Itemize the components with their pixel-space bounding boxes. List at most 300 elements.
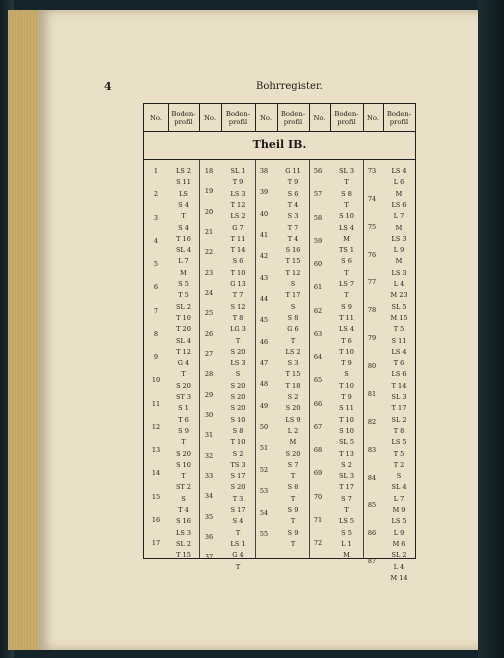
bore-number: 40 [259,209,269,218]
bore-number: 25 [204,309,214,318]
soil-profile-line: LS 2 [230,212,246,221]
bore-number: 43 [259,273,269,282]
soil-profile-line: G 6 [287,325,299,334]
soil-profile-line: SL 4 [176,336,191,345]
bore-number: 86 [367,529,377,538]
bore-number: 77 [367,278,377,287]
soil-profile-line: T 15 [285,370,301,379]
bore-number: 45 [259,316,269,325]
soil-profile-line: L 2 [287,426,299,435]
soil-profile-line: LS 6 [391,200,407,209]
soil-profile-line: S 8 [287,483,299,492]
running-head: Bohrregister. [256,81,323,92]
bore-number: 73 [367,167,377,175]
bore-number: 7 [153,306,159,315]
bore-number: 84 [367,473,377,482]
bore-number: 76 [367,250,377,259]
bore-number: 75 [367,222,377,231]
soil-profile-line: S 11 [391,336,407,345]
soil-profile-line: S [235,370,241,379]
bore-number: 50 [259,423,269,432]
bore-number: 24 [204,289,214,298]
soil-profile-line: ST 3 [176,393,191,401]
soil-profile-line: T [344,291,349,300]
soil-profile-line: LS 2 [176,167,191,175]
bore-number: 58 [313,213,323,222]
soil-profile-line: T [290,336,296,345]
bore-number: 67 [313,422,323,431]
soil-profile-line: T 15 [176,551,191,560]
soil-profile-line: M [395,189,403,198]
soil-profile-line: T [290,472,296,481]
soil-profile-line: S 20 [285,449,301,458]
soil-profile-line: TS 1 [339,246,354,255]
soil-profile-line: S [290,280,296,288]
header-divider [330,104,331,131]
bore-number: 46 [259,337,269,346]
soil-profile-line: T [235,528,241,537]
bore-number: 29 [204,390,214,399]
header-profile-line1: Boden- [386,109,412,118]
soil-profile-line: LS 7 [339,280,354,288]
header-profile-1 [168,104,199,131]
soil-profile-line: S 9 [341,302,352,311]
soil-profile-line: T [290,517,296,526]
soil-profile-line: G 13 [230,280,246,288]
bore-number: 56 [313,167,323,175]
soil-profile-line: LS 4 [391,167,407,175]
bore-number: 8 [153,329,159,338]
bore-number: 49 [259,401,269,410]
bore-number: 69 [313,469,323,478]
bore-number: 23 [204,268,214,277]
section-title: Theil IB. [252,138,307,151]
soil-profile-line: M 23 [390,291,408,300]
soil-profile-line: S 1 [178,404,189,413]
soil-profile-line: S 20 [176,449,191,458]
soil-profile-line: G 11 [285,167,301,175]
soil-profile-line: S 8 [232,426,244,435]
soil-profile-line: T 9 [341,393,352,401]
bore-number: 19 [204,187,214,196]
soil-profile-line: LS 3 [230,359,246,368]
bore-number: 79 [367,334,377,343]
soil-profile-line: S 2 [341,460,352,469]
bore-number: 9 [153,353,159,362]
header-no-1 [144,104,168,131]
soil-profile-line: T 10 [230,438,246,447]
soil-profile-line: S 9 [287,528,299,537]
bore-number: 34 [204,492,214,501]
soil-profile-line: S 20 [230,381,246,390]
soil-profile-line: T [344,178,349,187]
soil-profile-line: T [344,200,349,209]
header-profile-line2: profil [283,117,303,126]
soil-profile-line: T [344,506,349,514]
soil-profile-line: S 4 [232,517,244,526]
soil-profile-line: T 10 [176,313,191,322]
bore-number: 36 [204,533,214,542]
soil-profile-line: T 11 [339,313,354,322]
soil-profile-line: S 2 [232,449,244,458]
soil-profile-line: S 17 [230,472,246,481]
table-body [144,160,415,582]
header-divider [168,104,169,131]
soil-profile-line: G 4 [177,359,190,368]
soil-profile-line: T 12 [230,200,246,209]
soil-profile-line: S 7 [287,460,299,469]
bore-number: 42 [259,252,269,261]
bore-number: 12 [151,422,161,431]
bore-number: 35 [204,512,214,521]
soil-profile-line: S 8 [287,313,299,322]
bore-number: 26 [204,329,214,338]
soil-profile-line: SL 3 [339,472,354,481]
soil-profile-line: T 4 [287,234,299,243]
bore-number: 5 [153,260,159,269]
soil-profile-line: SL 2 [176,539,191,548]
soil-profile-line: T 4 [178,506,189,514]
header-profile-line2: profil [337,117,356,126]
bore-number: 39 [259,188,269,197]
soil-profile-line: T [181,212,186,221]
soil-profile-line: S [181,494,186,503]
soil-profile-line: T 2 [393,460,405,469]
bore-number: 32 [204,451,214,460]
soil-profile-line: T [181,370,186,379]
soil-profile-line: T 12 [285,268,301,277]
soil-profile-line: S 10 [339,426,354,435]
header-profile-2 [221,104,255,131]
soil-profile-line: M 14 [390,573,408,582]
header-divider [309,104,310,131]
bore-number: 47 [259,359,269,368]
soil-profile-line: M [343,551,350,560]
header-profile-line2: profil [228,117,248,126]
soil-profile-line: S 20 [230,483,246,492]
soil-profile-line: T 11 [230,234,246,243]
soil-profile-line: T 9 [287,178,299,187]
bore-number: 38 [259,167,269,175]
soil-profile-line: LS 4 [339,223,354,232]
bore-number: 11 [151,399,161,408]
header-no-4 [309,104,330,131]
soil-profile-line: S 20 [230,393,246,401]
soil-profile-line: T [344,268,349,277]
header-divider [277,104,278,131]
soil-profile-line: S 9 [178,426,189,435]
soil-profile-line: S 6 [287,189,299,198]
bore-number: 54 [259,508,269,517]
bore-number: 62 [313,306,323,315]
header-profile-line1: Boden- [334,109,359,118]
header-profile-5 [383,104,415,131]
header-no-label: No. [203,113,217,122]
bore-number: 51 [259,444,269,453]
table-header [144,104,415,132]
soil-profile-line: S 16 [176,517,191,526]
soil-profile-line: S 20 [230,404,246,413]
soil-profile-line: L 1 [341,539,352,548]
borehole-register-table [143,103,416,582]
header-profile-line1: Boden- [225,109,251,118]
soil-profile-line: L 7 [178,257,189,266]
soil-profile-line: S 6 [341,257,352,266]
soil-profile-line: S 7 [341,494,352,503]
right-page-shadow [478,0,504,658]
soil-profile-line: T 6 [341,336,352,345]
soil-profile-line: T [181,472,186,481]
header-profile-line1: Boden- [280,109,306,118]
soil-profile-line: T 5 [393,449,405,458]
bore-number: 66 [313,399,323,408]
soil-profile-line: T [290,494,296,503]
soil-profile-line: T 7 [287,223,299,232]
bore-number: 4 [153,236,159,245]
header-no-5 [363,104,383,131]
soil-profile-line: S 2 [287,393,299,401]
bore-number: 13 [151,446,161,455]
bore-number: 16 [151,515,161,524]
header-divider [221,104,222,131]
soil-profile-line: LG 3 [230,325,246,334]
soil-profile-line: T [181,438,186,447]
soil-profile-line: T 5 [393,325,405,334]
soil-profile-line: ST 2 [176,483,191,492]
soil-profile-line: S 20 [285,404,301,413]
header-divider [363,104,364,131]
soil-profile-line: SL 2 [391,415,407,424]
page-number: 4 [104,80,112,93]
soil-profile-line: S 17 [230,506,246,514]
bore-number: 64 [313,353,323,362]
header-no-label: No. [366,113,380,122]
soil-profile-line: T 7 [232,291,244,300]
bore-number: 70 [313,492,323,501]
soil-profile-line: S 10 [339,212,354,221]
header-no-label: No. [259,113,273,122]
bore-number: 14 [151,469,161,478]
soil-profile-line: T 5 [178,291,189,300]
soil-profile-line: T 17 [339,483,354,492]
soil-profile-line: LS 9 [285,415,301,424]
soil-profile-line: LS 3 [391,234,407,243]
soil-profile-line: M 6 [392,539,406,548]
soil-profile-line: S 9 [287,506,299,514]
soil-profile-line: T [235,336,241,345]
soil-profile-line: LS 2 [285,347,301,356]
soil-profile-line: LS 4 [339,325,354,334]
soil-profile-line: T [290,539,296,548]
soil-profile-line: S 5 [178,280,189,288]
bore-number: 10 [151,376,161,385]
soil-profile-line: SL 5 [391,302,407,311]
header-no-label: No. [313,113,326,122]
bore-number: 28 [204,370,214,379]
soil-profile-line: S 4 [178,223,189,232]
bore-number: 57 [313,190,323,199]
bore-number: 2 [153,190,159,199]
soil-profile-line: M [395,223,403,232]
bore-number: 17 [151,539,161,548]
bore-number: 55 [259,529,269,538]
soil-profile-line: T 18 [285,381,301,390]
soil-profile-line: S 11 [176,178,191,187]
bore-number: 37 [204,553,214,562]
soil-profile-line: S 10 [230,415,246,424]
bore-number: 68 [313,446,323,455]
soil-profile-line: L 7 [393,212,405,221]
soil-profile-line: T 9 [341,359,352,368]
bore-number: 82 [367,417,377,426]
header-profile-3 [277,104,309,131]
soil-profile-line: S 10 [176,460,191,469]
header-divider [199,104,200,131]
soil-profile-line: T [235,562,241,571]
bore-number: 30 [204,411,214,420]
soil-profile-line: L 9 [393,528,405,537]
soil-profile-line: T 6 [393,359,405,368]
soil-profile-line: T 15 [285,257,301,266]
bore-number: 33 [204,472,214,481]
bore-number: 48 [259,380,269,389]
soil-profile-line: T 17 [391,404,407,413]
soil-profile-line: G 7 [232,223,244,232]
bore-number: 41 [259,231,269,240]
soil-profile-line: S 6 [232,257,244,266]
header-no-label: No. [149,113,163,122]
bore-number: 81 [367,389,377,398]
soil-profile-line: T 12 [176,347,191,356]
soil-profile-line: SL 3 [339,167,354,175]
bore-number: 74 [367,194,377,203]
bore-number: 20 [204,207,214,216]
soil-profile-line: SL 4 [176,246,191,255]
bore-number: 61 [313,283,323,292]
bore-number: 27 [204,350,214,359]
soil-profile-line: LS 5 [339,517,354,526]
soil-profile-line: S 11 [339,404,354,413]
soil-profile-line: SL 4 [391,483,407,492]
soil-profile-line: LS 1 [230,539,246,548]
soil-profile-line: S 5 [341,528,352,537]
soil-profile-line: S [396,472,402,481]
soil-profile-line: S 3 [287,212,299,221]
soil-profile-line: L 4 [393,562,405,571]
soil-profile-line: L 4 [393,280,405,288]
soil-profile-line: SL 1 [230,167,246,175]
bore-number: 80 [367,362,377,371]
soil-profile-line: T 14 [230,246,246,255]
header-divider [383,104,384,131]
soil-profile-line: S 4 [178,200,189,209]
bore-number: 18 [204,167,214,175]
bore-number: 31 [204,431,214,440]
soil-profile-line: G 4 [232,551,244,560]
soil-profile-line: SL 2 [176,302,191,311]
header-profile-line2: profil [389,117,409,126]
bore-number: 53 [259,487,269,496]
soil-profile-line: LS 5 [391,438,407,447]
bore-number: 59 [313,236,323,245]
soil-profile-line: SL 5 [339,438,354,447]
soil-profile-line: T 6 [178,415,189,424]
soil-profile-line: T 8 [393,426,405,435]
soil-profile-line: S 8 [341,189,352,198]
soil-profile-line: M [180,268,187,277]
soil-profile-line: T 3 [232,494,244,503]
bore-number: 60 [313,260,323,269]
soil-profile-line: T 10 [339,347,354,356]
soil-profile-line: T 20 [176,325,191,334]
soil-profile-line: M 15 [390,313,408,322]
bore-number: 22 [204,248,214,257]
soil-profile-line: T 14 [391,381,407,390]
soil-profile-line: T 4 [287,200,299,209]
bore-number: 72 [313,539,323,548]
soil-profile-line: M [395,257,403,266]
bore-number: 78 [367,306,377,315]
soil-profile-line: S 20 [176,381,191,390]
soil-profile-line: S 20 [230,347,246,356]
header-no-3 [255,104,277,131]
soil-profile-line: SL 3 [391,393,407,401]
soil-profile-line: T 16 [176,234,191,243]
soil-profile-line: LS 3 [230,189,246,198]
bore-number: 15 [151,492,161,501]
soil-profile-line: SL 2 [391,551,407,560]
bore-number: 44 [259,295,269,304]
soil-profile-line: M [289,438,297,447]
bore-number: 21 [204,228,214,237]
soil-profile-line: LS [179,189,188,198]
soil-profile-line: TS 3 [230,460,246,469]
soil-profile-line: S [290,302,296,311]
soil-profile-line: T 13 [339,449,354,458]
soil-profile-line: LS 6 [391,370,407,379]
bore-number: 87 [367,557,377,566]
soil-profile-line: M [343,234,350,243]
bore-number: 85 [367,501,377,510]
bore-number: 63 [313,329,323,338]
soil-profile-line: T 10 [339,381,354,390]
soil-profile-line: S 3 [287,359,299,368]
soil-profile-line: L 7 [393,494,405,503]
soil-profile-line: LS 5 [391,517,407,526]
soil-profile-line: T 10 [230,268,246,277]
soil-profile-line: T 10 [339,415,354,424]
soil-profile-line: S [344,370,349,379]
header-profile-line2: profil [174,117,193,126]
bore-number: 83 [367,445,377,454]
soil-profile-line: T 8 [232,313,244,322]
header-profile-line1: Boden- [171,109,196,118]
bore-number: 71 [313,515,323,524]
header-no-2 [199,104,221,131]
soil-profile-line: L 6 [393,178,405,187]
header-profile-4 [330,104,363,131]
soil-profile-line: S 12 [230,302,246,311]
soil-profile-line: T 17 [285,291,301,300]
soil-profile-line: L 9 [393,246,405,255]
bore-number: 65 [313,376,323,385]
bore-number: 6 [153,283,159,292]
bore-number: 52 [259,465,269,474]
bore-number: 1 [153,167,159,175]
soil-profile-line: S 16 [285,246,301,255]
bore-number: 3 [153,213,159,222]
soil-profile-line: M 9 [392,506,406,514]
